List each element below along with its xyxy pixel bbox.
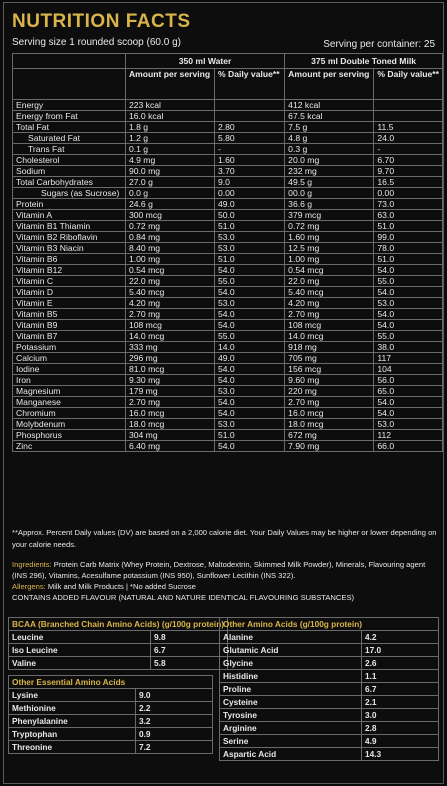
ingredients-label: Ingredients: <box>12 560 52 569</box>
bcaa-header: BCAA (Branched Chain Amino Acids) (g/100g protein) <box>9 618 228 631</box>
nutrient-name: Trans Fat <box>13 144 126 155</box>
other-amino-value: 17.0 <box>362 644 439 657</box>
water-dv: 53.0 <box>214 243 284 254</box>
nutrition-panel <box>3 2 444 784</box>
milk-amount: 2.70 mg <box>285 309 374 320</box>
milk-amount: 705 mg <box>285 353 374 364</box>
water-dv: 54.0 <box>214 408 284 419</box>
other-amino-value: 14.3 <box>362 748 439 761</box>
milk-amount: 67.5 kcal <box>285 111 374 122</box>
table-row <box>220 748 439 761</box>
water-dv <box>214 100 284 111</box>
milk-dv: 0.00 <box>374 188 443 199</box>
table-row <box>13 144 443 155</box>
servings-per-container: Serving per container: 25 <box>323 39 435 50</box>
milk-amount: 0.3 g <box>285 144 374 155</box>
table-row <box>13 177 443 188</box>
water-amount: 0.0 g <box>125 188 214 199</box>
nutrient-name: Vitamin B7 <box>13 331 126 342</box>
table-row <box>9 715 213 728</box>
milk-amount: 108 mcg <box>285 320 374 331</box>
nutrient-name: Sugars (as Sucrose) <box>13 188 126 199</box>
table-row <box>13 155 443 166</box>
table-row <box>13 166 443 177</box>
water-amount: 223 kcal <box>125 100 214 111</box>
milk-dv: 112 <box>374 430 443 441</box>
water-amount: 90.0 mg <box>125 166 214 177</box>
page-title: NUTRITION FACTS <box>12 11 191 32</box>
milk-amount: 14.0 mcg <box>285 331 374 342</box>
bcaa-name: Leucine <box>9 631 151 644</box>
other-amino-header: Other Amino Acids (g/100g protein) <box>220 618 439 631</box>
milk-amount: 1.60 mg <box>285 232 374 243</box>
nutrient-name: Iodine <box>13 364 126 375</box>
table-row <box>13 353 443 364</box>
water-amount: 18.0 mcg <box>125 419 214 430</box>
table-header-row <box>13 54 443 69</box>
nutrient-name: Total Fat <box>13 122 126 133</box>
milk-amount: 2.70 mg <box>285 397 374 408</box>
water-amount: 0.72 mg <box>125 221 214 232</box>
other-amino-table <box>219 617 439 761</box>
nutrient-name: Zinc <box>13 441 126 452</box>
water-amount: 6.40 mg <box>125 441 214 452</box>
water-dv: 55.0 <box>214 276 284 287</box>
nutrient-name: Protein <box>13 199 126 210</box>
table-row <box>13 122 443 133</box>
water-dv: 5.80 <box>214 133 284 144</box>
table-row <box>13 386 443 397</box>
nutrient-name: Energy from Fat <box>13 111 126 122</box>
nutrient-name: Vitamin B12 <box>13 265 126 276</box>
milk-amount: 1.00 mg <box>285 254 374 265</box>
other-amino-value: 2.8 <box>362 722 439 735</box>
table-row <box>13 243 443 254</box>
water-amount: 304 mg <box>125 430 214 441</box>
water-dv: 54.0 <box>214 375 284 386</box>
table-row <box>13 287 443 298</box>
nutrient-name: Vitamin E <box>13 298 126 309</box>
table-row <box>13 397 443 408</box>
table-row <box>220 683 439 696</box>
water-dv: 54.0 <box>214 309 284 320</box>
milk-amount: 5.40 mcg <box>285 287 374 298</box>
water-dv: 54.0 <box>214 397 284 408</box>
other-amino-value: 2.1 <box>362 696 439 709</box>
milk-dv: 11.5 <box>374 122 443 133</box>
milk-dv: 38.0 <box>374 342 443 353</box>
table-row <box>9 689 213 702</box>
allergens-label: Allergens: <box>12 582 46 591</box>
milk-dv: 56.0 <box>374 375 443 386</box>
milk-dv: 24.0 <box>374 133 443 144</box>
table-row <box>220 709 439 722</box>
water-amount-header: Amount per serving <box>125 69 214 100</box>
milk-amount: 4.20 mg <box>285 298 374 309</box>
water-dv: 9.0 <box>214 177 284 188</box>
table-row <box>13 375 443 386</box>
milk-dv-header: % Daily value** <box>374 69 443 100</box>
water-dv: 53.0 <box>214 419 284 430</box>
milk-amount: 18.0 mcg <box>285 419 374 430</box>
milk-dv: 54.0 <box>374 309 443 320</box>
essential-amino-name: Lysine <box>9 689 136 702</box>
water-dv: 49.0 <box>214 199 284 210</box>
other-amino-name: Serine <box>220 735 362 748</box>
water-dv: 51.0 <box>214 254 284 265</box>
milk-dv: 55.0 <box>374 331 443 342</box>
water-dv: 14.0 <box>214 342 284 353</box>
water-dv: 51.0 <box>214 221 284 232</box>
nutrient-name: Magnesium <box>13 386 126 397</box>
table-row <box>13 210 443 221</box>
milk-dv: 53.0 <box>374 298 443 309</box>
table-row <box>220 670 439 683</box>
water-amount: 2.70 mg <box>125 309 214 320</box>
water-dv: 54.0 <box>214 265 284 276</box>
water-amount: 22.0 mg <box>125 276 214 287</box>
essential-header: Other Essential Amino Acids <box>9 676 213 689</box>
bcaa-value: 5.8 <box>151 657 228 670</box>
milk-amount: 16.0 mcg <box>285 408 374 419</box>
milk-dv: 53.0 <box>374 419 443 430</box>
essential-amino-value: 7.2 <box>136 741 213 754</box>
milk-amount: 7.90 mg <box>285 441 374 452</box>
water-amount: 16.0 kcal <box>125 111 214 122</box>
water-dv: 0.00 <box>214 188 284 199</box>
essential-amino-name: Methionine <box>9 702 136 715</box>
water-amount: 5.40 mcg <box>125 287 214 298</box>
table-row <box>220 735 439 748</box>
essential-amino-value: 9.0 <box>136 689 213 702</box>
milk-amount: 22.0 mg <box>285 276 374 287</box>
essential-amino-name: Phenylalanine <box>9 715 136 728</box>
essential-amino-name: Threonine <box>9 741 136 754</box>
milk-dv: 54.0 <box>374 408 443 419</box>
milk-dv: 65.0 <box>374 386 443 397</box>
table-row <box>13 133 443 144</box>
other-amino-name: Tyrosine <box>220 709 362 722</box>
water-amount: 14.0 mcg <box>125 331 214 342</box>
table-row <box>13 320 443 331</box>
essential-amino-value: 2.2 <box>136 702 213 715</box>
water-dv-header: % Daily value** <box>214 69 284 100</box>
milk-dv: 117 <box>374 353 443 364</box>
nutrient-name: Vitamin B1 Thiamin <box>13 221 126 232</box>
other-amino-value: 4.2 <box>362 631 439 644</box>
water-header: 350 ml Water <box>125 54 284 69</box>
nutrient-name: Vitamin A <box>13 210 126 221</box>
table-row <box>13 430 443 441</box>
milk-amount: 672 mg <box>285 430 374 441</box>
other-amino-name: Glutamic Acid <box>220 644 362 657</box>
nutrient-name: Sodium <box>13 166 126 177</box>
water-amount: 81.0 mcg <box>125 364 214 375</box>
table-row <box>9 631 228 644</box>
nutrient-name: Cholesterol <box>13 155 126 166</box>
nutrient-name: Potassium <box>13 342 126 353</box>
table-row <box>13 342 443 353</box>
milk-amount: 232 mg <box>285 166 374 177</box>
water-dv: 1.60 <box>214 155 284 166</box>
table-row <box>13 221 443 232</box>
milk-amount: 379 mcg <box>285 210 374 221</box>
nutrient-name: Iron <box>13 375 126 386</box>
milk-amount-header: Amount per serving <box>285 69 374 100</box>
water-amount: 16.0 mcg <box>125 408 214 419</box>
milk-amount: 36.6 g <box>285 199 374 210</box>
blank-cell <box>13 54 126 69</box>
water-amount: 4.9 mg <box>125 155 214 166</box>
table-row <box>13 100 443 111</box>
milk-dv: 66.0 <box>374 441 443 452</box>
milk-dv: 51.0 <box>374 254 443 265</box>
daily-value-footnote: **Approx. Percent Daily values (DV) are based on a 2,000 calorie diet. Your Daily Values may be higher or lower depending on your calorie needs. <box>12 528 437 549</box>
milk-amount: 0.54 mcg <box>285 265 374 276</box>
water-amount: 2.70 mg <box>125 397 214 408</box>
other-amino-name: Glycine <box>220 657 362 670</box>
bcaa-name: Iso Leucine <box>9 644 151 657</box>
other-amino-value: 1.1 <box>362 670 439 683</box>
bcaa-table <box>8 617 228 670</box>
table-row <box>13 331 443 342</box>
milk-dv: 104 <box>374 364 443 375</box>
table-row <box>13 232 443 243</box>
milk-amount: 918 mg <box>285 342 374 353</box>
water-amount: 0.1 g <box>125 144 214 155</box>
other-amino-name: Alanine <box>220 631 362 644</box>
table-row <box>13 408 443 419</box>
milk-amount: 4.8 g <box>285 133 374 144</box>
nutrient-name: Vitamin B3 Niacin <box>13 243 126 254</box>
water-dv: 54.0 <box>214 441 284 452</box>
milk-amount: 12.5 mg <box>285 243 374 254</box>
nutrient-name: Vitamin D <box>13 287 126 298</box>
nutrient-name: Vitamin B2 Riboflavin <box>13 232 126 243</box>
water-dv <box>214 111 284 122</box>
water-dv: 53.0 <box>214 232 284 243</box>
table-row <box>13 188 443 199</box>
water-amount: 300 mcg <box>125 210 214 221</box>
milk-amount: 7.5 g <box>285 122 374 133</box>
milk-header: 375 ml Double Toned Milk <box>285 54 443 69</box>
table-row <box>220 631 439 644</box>
water-dv: 3.70 <box>214 166 284 177</box>
essential-amino-value: 3.2 <box>136 715 213 728</box>
table-row <box>13 265 443 276</box>
milk-dv: 73.0 <box>374 199 443 210</box>
bcaa-value: 9.8 <box>151 631 228 644</box>
milk-dv: 99.0 <box>374 232 443 243</box>
other-amino-value: 6.7 <box>362 683 439 696</box>
table-row <box>13 111 443 122</box>
serving-size: Serving size 1 rounded scoop (60.0 g) <box>12 37 181 48</box>
water-dv: 49.0 <box>214 353 284 364</box>
milk-dv: 54.0 <box>374 397 443 408</box>
water-dv: 51.0 <box>214 430 284 441</box>
essential-amino-value: 0.9 <box>136 728 213 741</box>
table-row <box>13 199 443 210</box>
nutrient-name: Vitamin B5 <box>13 309 126 320</box>
table-row <box>220 657 439 670</box>
water-dv: 54.0 <box>214 287 284 298</box>
ingredients-text: Protein Carb Matrix (Whey Protein, Dextrose, Maltodextrin, Skimmed Milk Powder), Minerals, Flavouring agent (INS 296), Vitamins, Acesulfame potassium (INS 950), Sunflower Lecithin (INS 322). <box>12 560 426 580</box>
water-amount: 4.20 mg <box>125 298 214 309</box>
table-row <box>13 254 443 265</box>
milk-dv: - <box>374 144 443 155</box>
milk-dv: 16.5 <box>374 177 443 188</box>
water-amount: 179 mg <box>125 386 214 397</box>
table-row <box>9 702 213 715</box>
milk-dv: 51.0 <box>374 221 443 232</box>
water-amount: 27.0 g <box>125 177 214 188</box>
blank-cell <box>13 69 126 100</box>
essential-table <box>8 675 213 754</box>
table-row <box>9 657 228 670</box>
table-row <box>9 741 213 754</box>
milk-dv: 54.0 <box>374 287 443 298</box>
bcaa-name: Valine <box>9 657 151 670</box>
milk-dv: 63.0 <box>374 210 443 221</box>
table-row <box>13 419 443 430</box>
nutrient-name: Manganese <box>13 397 126 408</box>
table-row <box>13 309 443 320</box>
table-row <box>13 298 443 309</box>
table-row <box>220 644 439 657</box>
table-row <box>13 364 443 375</box>
nutrient-name: Total Carbohydrates <box>13 177 126 188</box>
milk-amount: 20.0 mg <box>285 155 374 166</box>
nutrient-name: Molybdenum <box>13 419 126 430</box>
water-dv: 55.0 <box>214 331 284 342</box>
water-amount: 1.8 g <box>125 122 214 133</box>
water-dv: 50.0 <box>214 210 284 221</box>
milk-amount: 00.0 g <box>285 188 374 199</box>
nutrient-name: Calcium <box>13 353 126 364</box>
nutrient-name: Vitamin C <box>13 276 126 287</box>
table-row <box>13 441 443 452</box>
milk-amount: 156 mcg <box>285 364 374 375</box>
milk-amount: 220 mg <box>285 386 374 397</box>
table-row <box>220 696 439 709</box>
bcaa-value: 6.7 <box>151 644 228 657</box>
table-row <box>13 276 443 287</box>
table-row <box>220 722 439 735</box>
water-dv: 2.80 <box>214 122 284 133</box>
milk-dv: 54.0 <box>374 320 443 331</box>
nutrient-name: Vitamin B9 <box>13 320 126 331</box>
milk-amount: 0.72 mg <box>285 221 374 232</box>
water-amount: 8.40 mg <box>125 243 214 254</box>
other-amino-name: Arginine <box>220 722 362 735</box>
contains-statement: CONTAINS ADDED FLAVOUR (NATURAL AND NATURE IDENTICAL FLAVOURING SUBSTANCES) <box>12 593 355 602</box>
allergens-text: Milk and Milk Products | *No added Sucrose <box>45 582 196 591</box>
nutrient-name: Phosphorus <box>13 430 126 441</box>
water-amount: 108 mcg <box>125 320 214 331</box>
nutrient-name: Saturated Fat <box>13 133 126 144</box>
water-amount: 1.00 mg <box>125 254 214 265</box>
water-dv: - <box>214 144 284 155</box>
milk-dv: 6.70 <box>374 155 443 166</box>
other-amino-value: 3.0 <box>362 709 439 722</box>
milk-amount: 412 kcal <box>285 100 374 111</box>
milk-dv: 9.70 <box>374 166 443 177</box>
nutrient-name: Energy <box>13 100 126 111</box>
nutrient-name: Vitamin B6 <box>13 254 126 265</box>
milk-dv: 55.0 <box>374 276 443 287</box>
water-dv: 54.0 <box>214 364 284 375</box>
water-dv: 54.0 <box>214 320 284 331</box>
other-amino-name: Proline <box>220 683 362 696</box>
water-dv: 53.0 <box>214 386 284 397</box>
essential-amino-name: Tryptophan <box>9 728 136 741</box>
other-amino-name: Histidine <box>220 670 362 683</box>
milk-amount: 9.60 mg <box>285 375 374 386</box>
nutrition-table <box>12 53 443 452</box>
milk-dv <box>374 100 443 111</box>
water-amount: 24.6 g <box>125 199 214 210</box>
nutrient-name: Chromium <box>13 408 126 419</box>
table-row <box>9 644 228 657</box>
other-amino-name: Aspartic Acid <box>220 748 362 761</box>
other-amino-value: 2.6 <box>362 657 439 670</box>
table-subheader-row <box>13 69 443 100</box>
milk-dv: 54.0 <box>374 265 443 276</box>
water-amount: 0.84 mg <box>125 232 214 243</box>
table-row <box>9 728 213 741</box>
water-amount: 0.54 mcg <box>125 265 214 276</box>
water-dv: 53.0 <box>214 298 284 309</box>
water-amount: 333 mg <box>125 342 214 353</box>
other-amino-value: 4.9 <box>362 735 439 748</box>
milk-dv: 78.0 <box>374 243 443 254</box>
water-amount: 1.2 g <box>125 133 214 144</box>
other-amino-name: Cysteine <box>220 696 362 709</box>
milk-dv <box>374 111 443 122</box>
ingredients-block <box>12 559 442 592</box>
water-amount: 9.30 mg <box>125 375 214 386</box>
water-amount: 296 mg <box>125 353 214 364</box>
milk-amount: 49.5 g <box>285 177 374 188</box>
